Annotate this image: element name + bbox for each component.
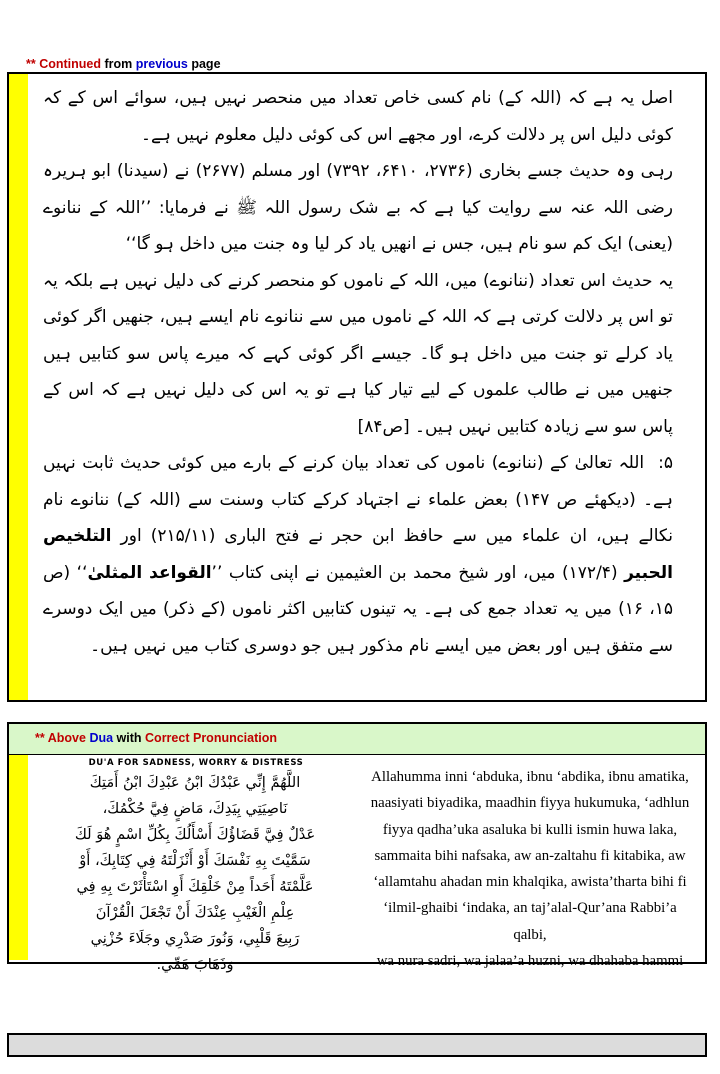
continued-word: ** Continued — [26, 57, 101, 71]
arabic-line: سَمَّيْتَ بِهِ نَفْسَكَ أَوْ أَنْزَلْتَهُ فِي كِتَابِكَ، أَوْ — [79, 852, 311, 869]
arabic-line: اللَّهُمَّ إِنِّي عَبْدُكَ ابْنُ عَبْدِكَ ابْنُ أَمَتِكَ — [89, 774, 301, 791]
dua-word: Dua — [89, 731, 114, 745]
item-text: (۱۷۲/۴) میں، اور شیخ محمد بن العثیمین نے اپنی کتاب ’’ — [211, 562, 618, 583]
yellow-margin-bar — [9, 74, 28, 700]
transliteration — [365, 764, 695, 974]
arabic-dua — [37, 770, 353, 978]
book-title: القواعد المثلیٰ — [87, 562, 212, 583]
translit-line: ‘ilmil-ghaibi ‘indaka, an taj’alal-Qur’ana Rabbi’a qalbi, — [383, 900, 677, 943]
item-text: ‘‘ (ص ۱۵، ۱۶) میں یہ تعداد جمع کی ہے۔ یہ تینوں کتابیں اکثر ناموں (کے ذکر) میں ایک دوسرے سے متفق ہیں اور بعض میں ایسے نام مذکور ہیں جو دوسری کتاب میں نہیں ہیں۔ — [43, 562, 673, 656]
book-title: التلخیص الحبیر — [43, 526, 673, 583]
arabic-line: عَدْلٌ فِيَّ قَضَاؤُكَ أَسْأَلُكَ بِكُلِّ اسْمٍ هُوَ لَكَ — [74, 826, 316, 843]
urdu-paragraph: یہ حدیث اس تعداد (ننانوے) میں، اللہ کے ناموں کو منحصر کرنے کی دلیل نہیں ہے بلکہ یہ تو اس پر دلالت کرتی ہے کہ اللہ کے ناموں میں سے ننانوے نام ایسے ہیں، جنھیں اگر کوئی یاد کرلے تو جنت میں داخل ہو گا۔ جیسے اگر کوئی کہے کہ میرے پاس سو کتابیں ہیں جنھیں میں نے طالب علموں کے لیے تیار کیا ہے تو یہ اس کی دلیل نہیں ہے کہ اس کے پاس سو سے زیادہ کتابیں نہیں ہیں۔ [ص۸۴] — [43, 270, 673, 437]
above-word: ** Above — [35, 731, 86, 745]
pronunciation-word: Pronunciation — [192, 731, 278, 745]
previous-word: previous — [135, 57, 188, 71]
translit-line: naasiyati biyadika, maadhin fiyya hukumuka, ‘adhlun — [370, 795, 690, 812]
dua-header-bar — [9, 724, 705, 755]
dua-title: DU'A FOR SADNESS, WORRY & DISTRESS — [88, 758, 304, 768]
translit-line: fiyya qadha’uka asaluka bi kulli ismin huwa laka, — [382, 821, 678, 838]
urdu-item-5 — [43, 445, 673, 664]
item-number: ۵: — [658, 453, 673, 473]
arabic-line: نَاصِيَتِي بِيَدِكَ، مَاضٍ فِيَّ حُكْمُكَ، — [102, 800, 288, 817]
translit-line: sammaita bihi nafsaka, aw an-zaltahu fi kitabika, aw — [374, 847, 686, 864]
arabic-line: وَذَهَابَ هَمِّي. — [156, 956, 234, 973]
empty-footer-box — [7, 1033, 707, 1057]
translit-line: ‘allamtahu ahadan min khalqika, awista’tharta bihi fi — [373, 874, 687, 891]
translit-line: wa nura sadri, wa jalaa’a huzni, wa dhahaba hammi — [376, 953, 684, 970]
page-word: page — [191, 57, 221, 71]
with-word: with — [116, 731, 142, 745]
from-word: from — [104, 57, 133, 71]
arabic-line: عَلَّمْتَهُ أَحَداً مِنْ خَلْقِكَ أَوِ اسْتَأْثَرْتَ بِهِ فِي — [76, 878, 314, 895]
correct-word: Correct — [145, 731, 190, 745]
continued-header — [26, 56, 221, 72]
urdu-text-box — [7, 72, 707, 702]
yellow-margin-bar — [9, 755, 28, 960]
translit-line: Allahumma inni ‘abduka, ibnu ‘abdika, ibnu amatika, — [371, 769, 689, 785]
arabic-line: رَبِيعَ قَلْبِي، وَنُورَ صَدْرِي وجَلَاءَ حُزْنِي — [90, 930, 300, 947]
item-text: اللہ تعالیٰ کے (ننانوے) ناموں کی تعداد بیان کرنے کے بارے میں کوئی حدیث ثابت نہیں ہے۔ (دیکھئے ص ۱۴۷) بعض علماء نے اجتہاد کرکے کتاب وسنت سے (اللہ کے) ننانوے نام نکالے ہیں، ان علماء میں سے حافظ ابن حجر نے فتح الباری (۲۱۵/۱۱) اور — [43, 453, 673, 546]
urdu-paragraph: اصل یہ ہے کہ (اللہ کے) نام کسی خاص تعداد میں منحصر نہیں ہیں، سوائے اس کے کہ کوئی دلیل اس پر دلالت کرے، اور مجھے اس کی کوئی دلیل معلوم نہیں ہے۔ — [43, 88, 673, 145]
arabic-line: عِلْمِ الْغَيْبِ عِنْدَكَ أَنْ تَجْعَلَ الْقُرْآنَ — [95, 904, 295, 921]
urdu-paragraph: رہی وہ حدیث جسے بخاری (۲۷۳۶، ۶۴۱۰، ۷۳۹۲) اور مسلم (۲۶۷۷) نے (سیدنا) ابو ہریرہ رضی اللہ عنہ سے روایت کیا ہے کہ بے شک رسول اللہ ﷺ نے فرمایا: ’’اللہ کے ننانوے (یعنی) ایک کم سو نام ہیں، جس نے انھیں یاد کر لیا وہ جنت میں داخل ہو گا‘‘ — [43, 161, 673, 254]
dua-box — [7, 722, 707, 973]
urdu-text — [43, 80, 673, 664]
dua-header — [35, 731, 277, 745]
